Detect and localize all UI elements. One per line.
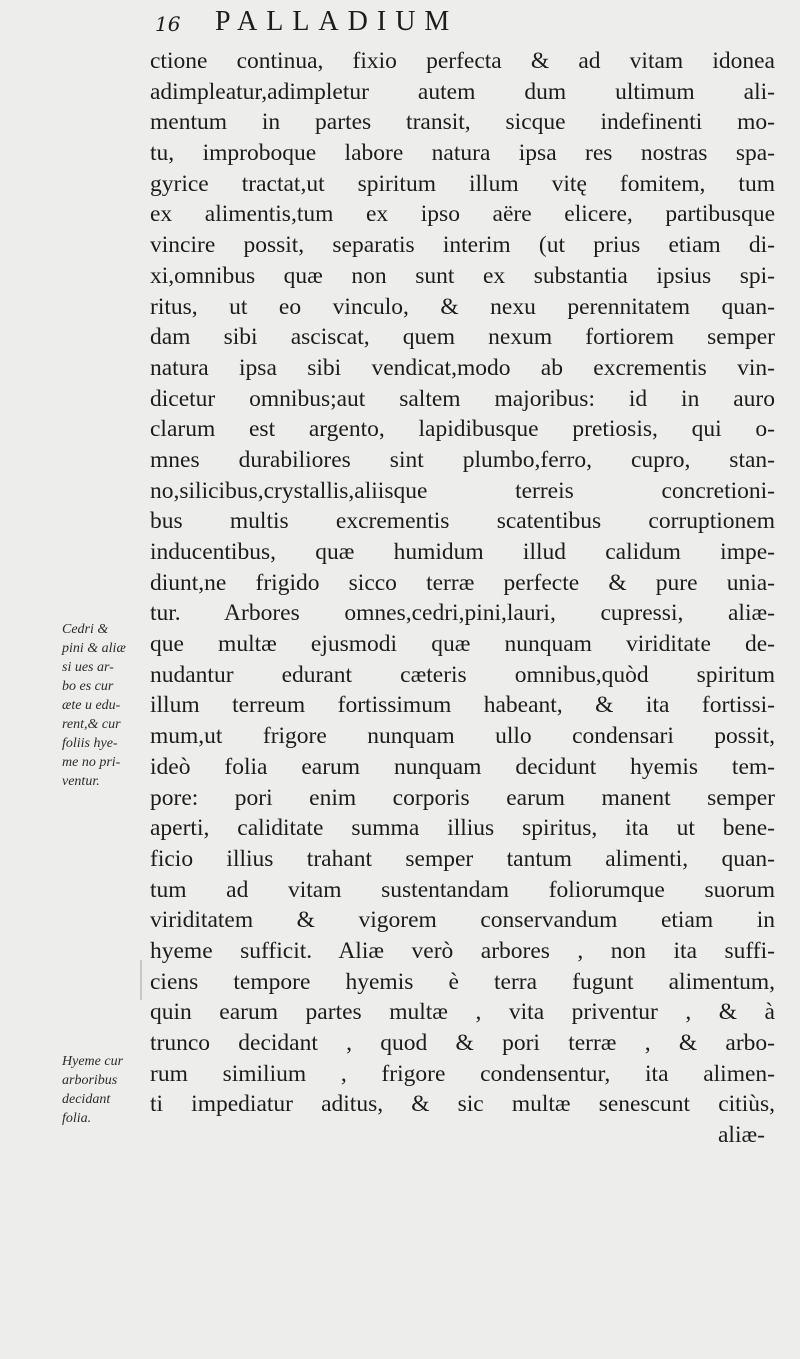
text-line: hyeme sufficit. Aliæ verò arbores , non ita suffi- <box>150 937 775 964</box>
body-text <box>150 46 775 1151</box>
text-line: pore: pori enim corporis earum manent semper <box>150 784 775 811</box>
text-line: tum ad vitam sustentandam foliorumque suorum <box>150 876 775 903</box>
text-line: ex alimentis,tum ex ipso aëre elicere, partibusque <box>150 201 775 228</box>
text-line: mentum in partes transit, sicque indefinenti mo- <box>150 109 775 136</box>
margin-note-line: æte u edu- <box>62 698 121 713</box>
margin-note-line: si ues ar- <box>62 660 114 675</box>
text-line: quin earum partes multæ , vita priventur , & à <box>150 999 775 1026</box>
text-line: dam sibi asciscat, quem nexum fortiorem semper <box>150 324 775 351</box>
margin-note-line: foliis hye- <box>62 736 118 751</box>
text-line: ideò folia earum nunquam decidunt hyemis tem- <box>150 753 775 780</box>
text-line: ctione continua, fixio perfecta & ad vitam idonea <box>150 48 775 74</box>
text-line: xi,omnibus quæ non sunt ex substantia ipsius spi- <box>150 262 775 289</box>
text-line: gyrice tractat,ut spiritum illum vitę fomitem, tum <box>150 170 775 197</box>
text-line: rum similium , frigore condensentur, ita alimen- <box>150 1060 775 1087</box>
page-number: 16 <box>155 12 181 36</box>
margin-note-line: bo es cur <box>62 679 114 694</box>
margin-note-line: decidant <box>62 1092 111 1107</box>
margin-note-line: rent,& cur <box>62 717 121 732</box>
running-title: PALLADIUM <box>215 6 459 37</box>
margin-note-line: arboribus <box>62 1073 118 1088</box>
text-line: no,silicibus,crystallis,aliisque terreis concretioni- <box>150 477 775 504</box>
text-line: que multæ ejusmodi quæ nunquam viriditate de- <box>150 631 775 658</box>
paper-mark <box>140 960 142 1000</box>
text-line: inducentibus, quæ humidum illud calidum impe- <box>150 539 775 565</box>
text-line: adimpleatur,adimpletur autem dum ultimum ali- <box>150 78 775 105</box>
text-line: diunt,ne frigido sicco terræ perfecte & pure unia- <box>150 569 775 596</box>
text-line: aperti, caliditate summa illius spiritus, ita ut bene- <box>150 815 775 842</box>
text-line: clarum est argento, lapidibusque pretiosis, qui o- <box>150 416 775 443</box>
margin-note-cedri <box>62 620 126 791</box>
text-line: natura ipsa sibi vendicat,modo ab excrementis vin- <box>150 354 775 381</box>
margin-note-hyeme <box>62 1052 123 1128</box>
margin-note-line: ventur. <box>62 774 100 789</box>
text-line: vincire possit, separatis interim (ut prius etiam di- <box>150 232 775 259</box>
margin-note-line: folia. <box>62 1111 92 1126</box>
text-line: ti impediatur aditus, & sic multæ senescunt citiùs, <box>150 1091 775 1118</box>
margin-note-line: Hyeme cur <box>62 1054 124 1069</box>
text-line: viriditatem & vigorem conservandum etiam in <box>150 907 775 934</box>
text-line: tu, improboque labore natura ipsa res nostras spa- <box>150 140 775 167</box>
text-line: mnes durabiliores sint plumbo,ferro, cupro, stan- <box>150 446 775 473</box>
text-line: ritus, ut eo vinculo, & nexu perennitatem quan- <box>150 293 775 320</box>
text-line: illum terreum fortissimum habeant, & ita fortissi- <box>150 692 775 719</box>
page-header <box>155 4 775 48</box>
margin-note-line: Cedri & <box>62 622 109 637</box>
margin-note-line: me no pri- <box>62 755 121 770</box>
text-line: aliæ- <box>718 1122 765 1149</box>
margin-note-line: pini & aliæ <box>62 641 126 656</box>
text-line: dicetur omnibus;aut saltem majoribus: id in auro <box>150 385 775 412</box>
text-line: tur. Arbores omnes,cedri,pini,lauri, cupressi, aliæ- <box>150 600 775 627</box>
text-line: nudantur edurant cæteris omnibus,quòd spiritum <box>150 661 775 688</box>
text-line: ficio illius trahant semper tantum alimenti, quan- <box>150 845 775 872</box>
text-line: trunco decidant , quod & pori terræ , & arbo- <box>150 1030 775 1056</box>
text-line: bus multis excrementis scatentibus corruptionem <box>150 508 775 535</box>
text-line: mum,ut frigore nunquam ullo condensari possit, <box>150 723 775 750</box>
text-line: ciens tempore hyemis è terra fugunt alimentum, <box>150 968 775 995</box>
